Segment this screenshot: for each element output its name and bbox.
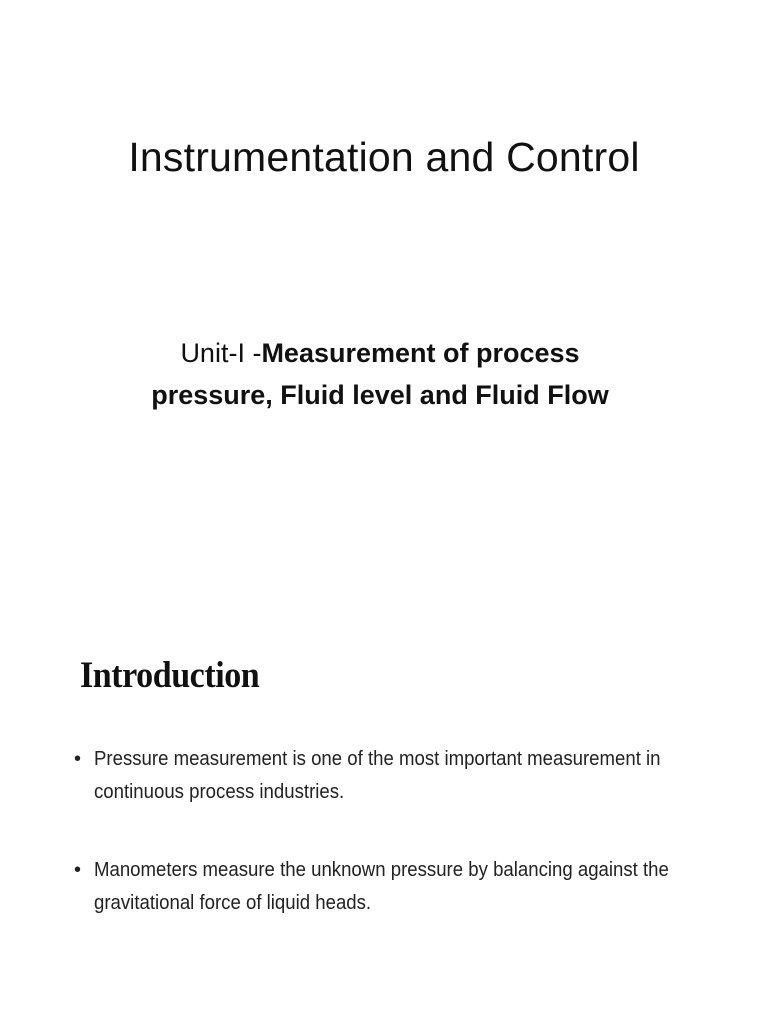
slide-title: Instrumentation and Control [128, 134, 640, 180]
bullet-text: Manometers measure the unknown pressure by balancing against the gravitational force of liquid heads. [94, 859, 669, 914]
unit-label: Unit-I - [180, 338, 262, 368]
section-heading: Introduction [80, 655, 260, 696]
introduction-slide [0, 600, 768, 1024]
bullet-text: Pressure measurement is one of the most important measurement in continuous process industries. [94, 748, 661, 803]
bullet-marker: • [74, 859, 82, 881]
list-item [66, 743, 716, 809]
bullet-list [66, 743, 716, 965]
unit-topic-line-1: Measurement of process [261, 338, 580, 368]
unit-topic-line-2: pressure, Fluid level and Fluid Flow [151, 380, 609, 410]
list-item [66, 854, 716, 920]
bullet-marker: • [74, 748, 82, 770]
unit-subtitle [80, 332, 680, 416]
